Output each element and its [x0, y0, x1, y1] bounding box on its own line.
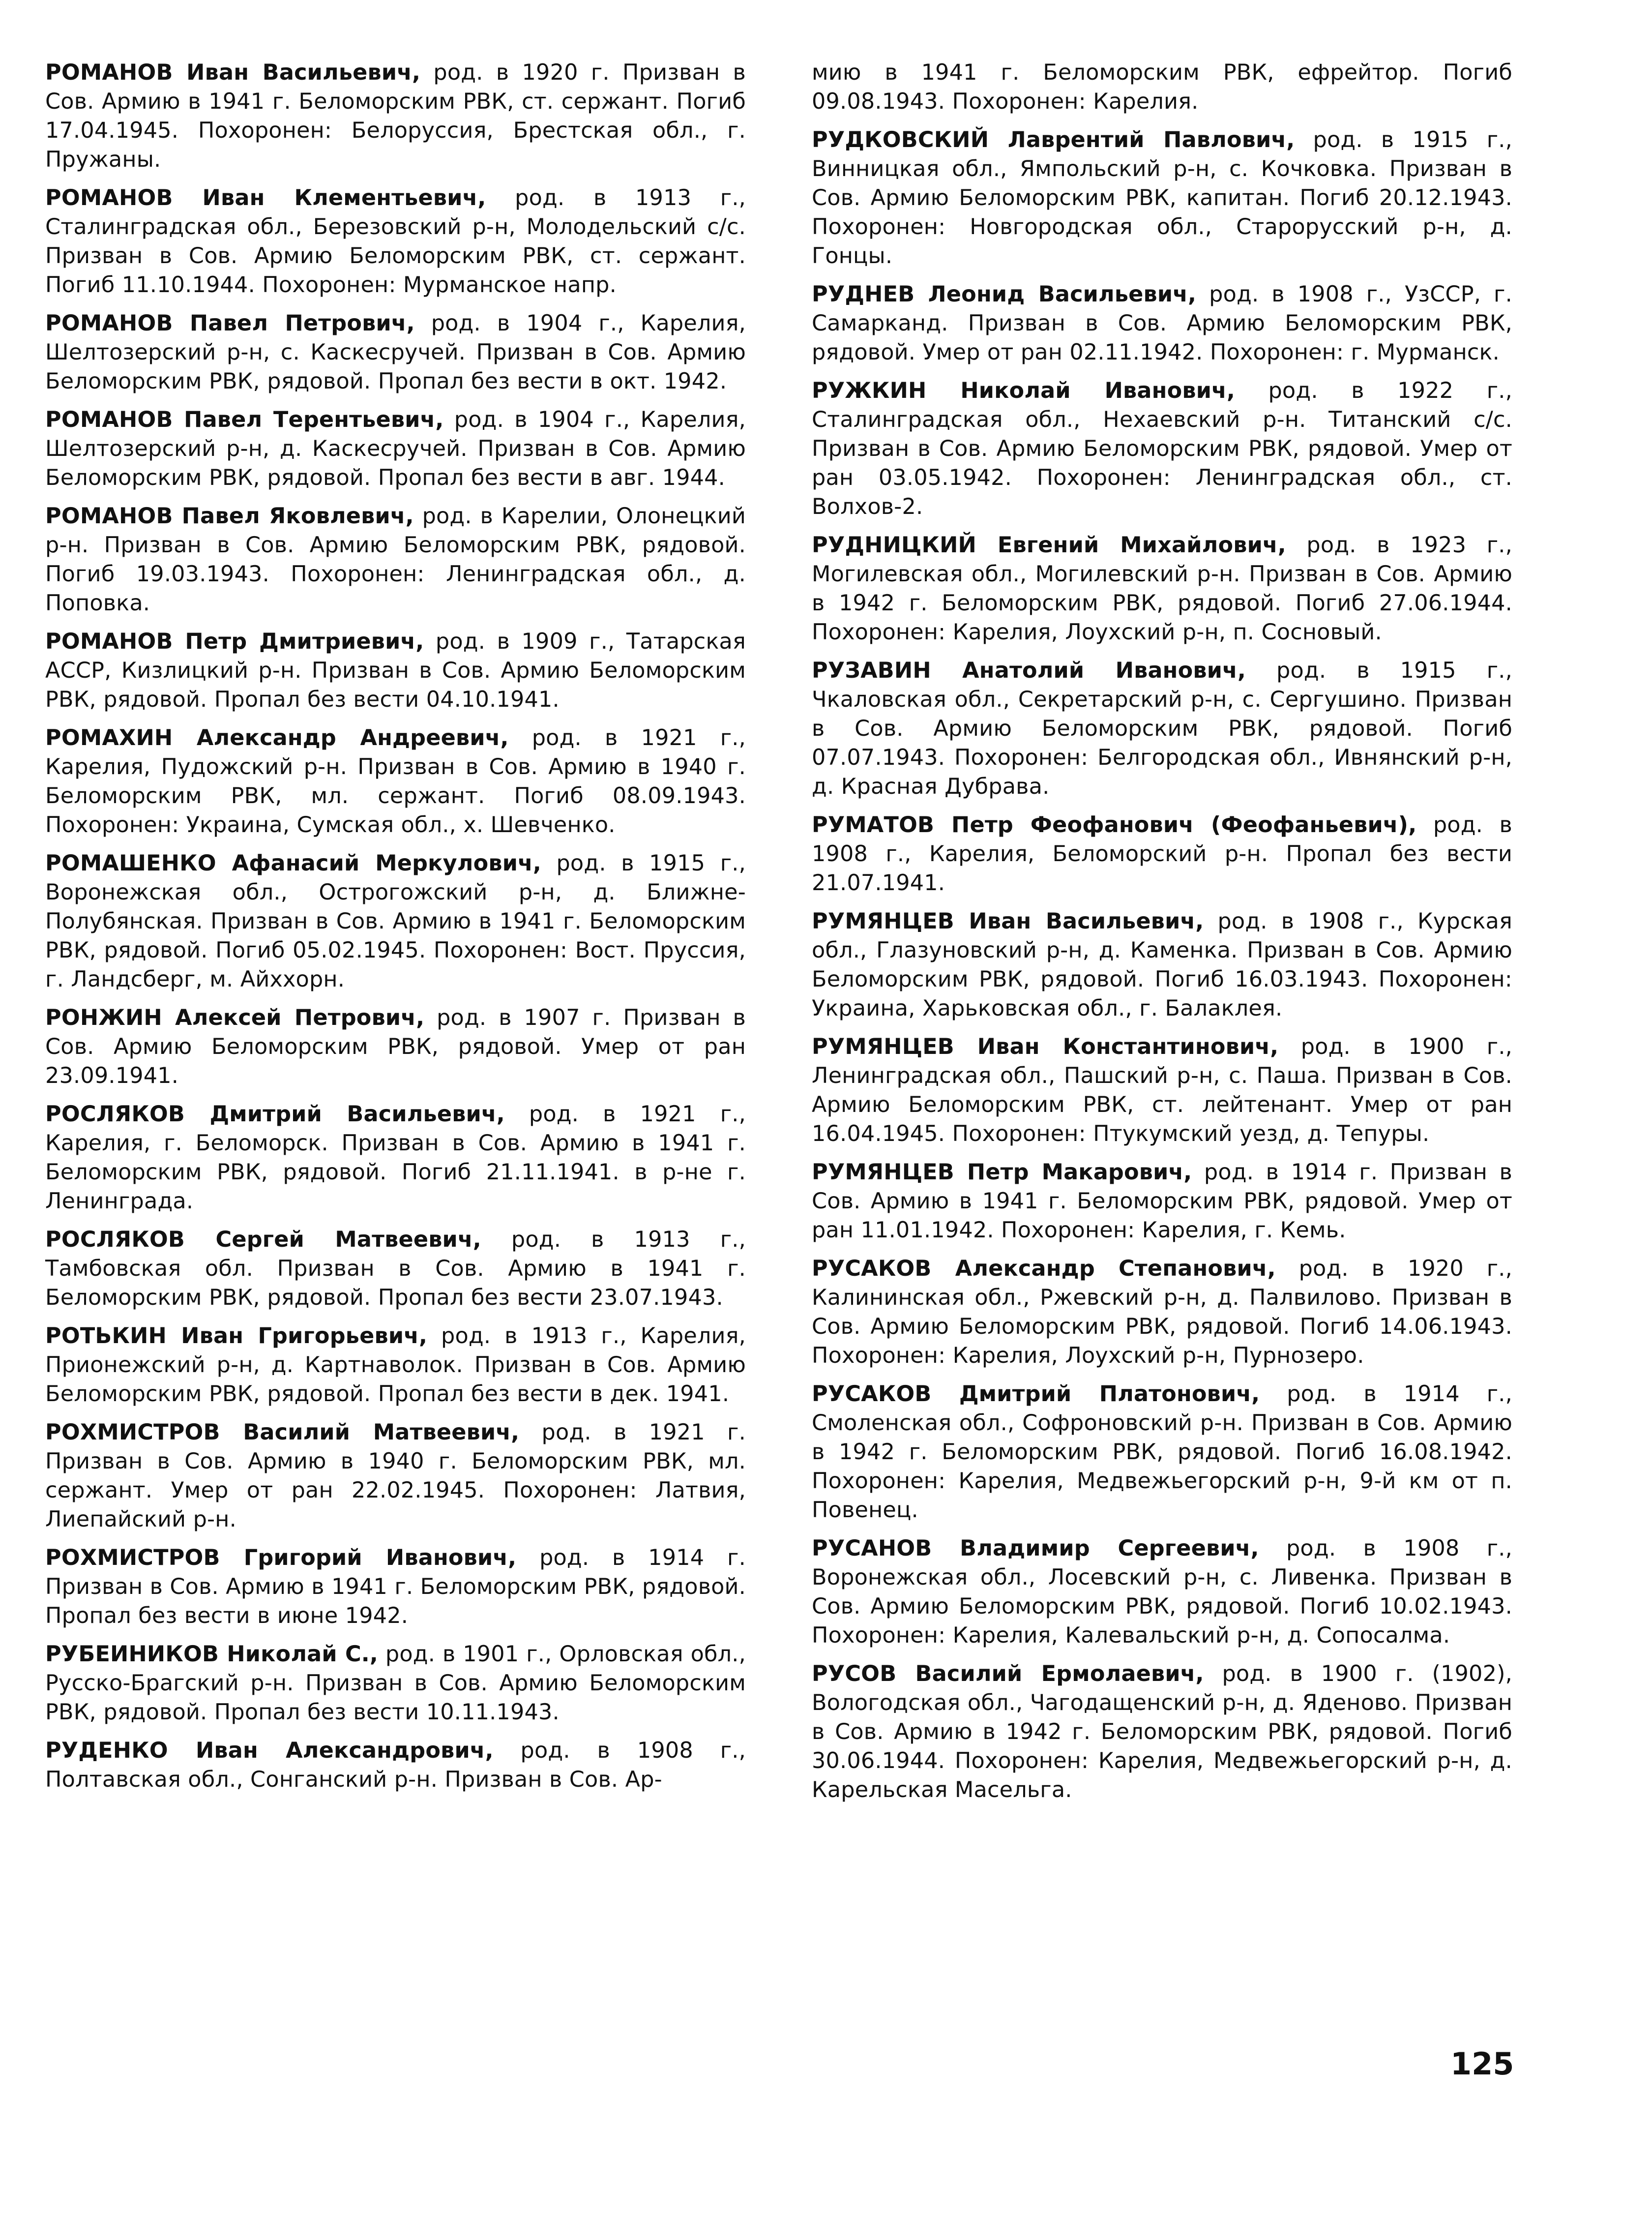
entry [812, 1158, 1512, 1245]
entry-name: РОМАХИН Александр Андреевич, [45, 725, 509, 750]
entry-name: РУДНИЦКИЙ Евгений Михайлович, [812, 533, 1286, 558]
entry [812, 656, 1512, 801]
entry-text: род. в 1900 г. (1902), Вологодская обл., Чагодащенский р-н, д. Яденово. Призван в Сов. Армию в 1942 г. Беломорским РВК, рядовой. Погиб 30.06.1944. Похоронен: Карелия, Медвежьегорский р-н, д. Карельская Масельга. [812, 1661, 1512, 1802]
entry-text: род. в 1915 г., Воронежская обл., Острогожский р-н, д. Ближне-Полубянская. Призван в Сов. Армию в 1941 г. Беломорским РВК, рядовой. Погиб 05.02.1945. Похоронен: Вост. Пруссия, г. Ландсберг, м. Айххорн. [45, 851, 746, 992]
entry-text: род. в 1913 г., Карелия, Прионежский р-н, д. Картнаволок. Призван в Сов. Армию Беломорским РВК, рядовой. Пропал без вести в дек. 1941. [45, 1323, 746, 1407]
entry [45, 1225, 746, 1312]
entry-text: род. в 1908 г., Карелия, Беломорский р-н. Пропал без вести 21.07.1941. [812, 812, 1512, 896]
entry-text: род. в 1908 г., Воронежская обл., Лосевский р-н, с. Ливенка. Призван в Сов. Армию Беломорским РВК, рядовой. Погиб 10.02.1943. Похоронен: Карелия, Калевальский р-н, д. Сопосалма. [812, 1536, 1512, 1648]
entry [45, 405, 746, 492]
entry-text: род. в 1914 г., Смоленская обл., Софроновский р-н. Призван в Сов. Армию в 1942 г. Беломорским РВК, рядовой. Погиб 16.08.1942. Похоронен: Карелия, Медвежьегорский р-н, 9-й км от п. Повенец. [812, 1381, 1512, 1523]
entry-name: РОСЛЯКОВ Дмитрий Васильевич, [45, 1102, 505, 1127]
entry-text: род. в 1921 г., Карелия, Пудожский р-н. Призван в Сов. Армию в 1940 г. Беломорским РВК, мл. сержант. Погиб 08.09.1943. Похоронен: Украина, Сумская обл., х. Шевченко. [45, 725, 746, 838]
entry-name: РОНЖИН Алексей Петрович, [45, 1005, 425, 1030]
entry-name: РУСАКОВ Дмитрий Платонович, [812, 1381, 1260, 1407]
entry [812, 1254, 1512, 1370]
entry-name: РУЗАВИН Анатолий Иванович, [812, 658, 1246, 683]
entry-name: РОТЬКИН Иван Григорьевич, [45, 1323, 428, 1349]
entry [45, 1321, 746, 1409]
entry [45, 309, 746, 396]
entry-text: род. в 1921 г., Карелия, г. Беломорск. Призван в Сов. Армию в 1941 г. Беломорским РВК, рядовой. Погиб 21.11.1941. в р-не г. Ленинграда. [45, 1102, 746, 1214]
entry [812, 280, 1512, 367]
entry [812, 1032, 1512, 1148]
entry [45, 1736, 746, 1794]
entry-text: род. в 1908 г., Курская обл., Глазуновский р-н, д. Каменка. Призван в Сов. Армию Беломорским РВК, рядовой. Погиб 16.03.1943. Похоронен: Украина, Харьковская обл., г. Балаклея. [812, 909, 1512, 1021]
entry-text: род. в 1921 г. Призван в Сов. Армию в 1940 г. Беломорским РВК, мл. сержант. Умер от ран 22.02.1945. Похоронен: Латвия, Лиепайский р-н. [45, 1420, 746, 1532]
entry-name: РОСЛЯКОВ Сергей Матвеевич, [45, 1227, 481, 1252]
entry [45, 183, 746, 300]
right-column [812, 58, 1512, 1814]
entry [45, 1100, 746, 1216]
entry-name: РОМАНОВ Иван Клементьевич, [45, 185, 486, 210]
entry-name: РУДКОВСКИЙ Лаврентий Павлович, [812, 127, 1295, 152]
entry [45, 1003, 746, 1090]
entry-name: РУБЕИНИКОВ Николай С., [45, 1642, 379, 1667]
entry-text: род. в 1923 г., Могилевская обл., Могилевский р-н. Призван в Сов. Армию в 1942 г. Беломорским РВК, рядовой. Погиб 27.06.1944. Похоронен: Карелия, Лоухский р-н, п. Сосновый. [812, 533, 1512, 645]
page-number: 125 [1450, 2046, 1514, 2082]
entry-text: род. в 1904 г., Карелия, Шелтозерский р-н, с. Каскесручей. Призван в Сов. Армию Беломорским РВК, рядовой. Пропал без вести в окт. 1942. [45, 311, 746, 394]
entry [45, 58, 746, 174]
entry [45, 627, 746, 714]
entry-name: РОМАНОВ Петр Дмитриевич, [45, 629, 424, 654]
entry [812, 531, 1512, 647]
entry-name: РУМАТОВ Петр Феофанович (Феофаньевич), [812, 812, 1417, 838]
entry [812, 1379, 1512, 1525]
entry-text: род. в 1920 г. Призван в Сов. Армию в 1941 г. Беломорским РВК, ст. сержант. Погиб 17.04.1945. Похоронен: Белоруссия, Брестская обл., г. Пружаны. [45, 60, 746, 172]
entry [812, 810, 1512, 898]
entry-name: РОМАНОВ Павел Петрович, [45, 311, 415, 336]
entry-text: род. в 1904 г., Карелия, Шелтозерский р-н, д. Каскесручей. Призван в Сов. Армию Беломорским РВК, рядовой. Пропал без вести в авг. 1944. [45, 407, 746, 490]
entry-name: РОМАНОВ Иван Васильевич, [45, 60, 421, 85]
entry-text: род. в Карелии, Олонецкий р-н. Призван в Сов. Армию Беломорским РВК, рядовой. Погиб 19.03.1943. Похоронен: Ленинградская обл., д. Поповка. [45, 504, 746, 616]
entry-name: РОМАНОВ Павел Яковлевич, [45, 504, 414, 529]
entry [45, 1418, 746, 1534]
entry [812, 907, 1512, 1023]
entry-name: РОМАШЕНКО Афанасий Меркулович, [45, 851, 541, 876]
entry-name: РУДНЕВ Леонид Васильевич, [812, 282, 1197, 307]
entry-text: род. в 1908 г., УзССР, г. Самарканд. Призван в Сов. Армию Беломорским РВК, рядовой. Умер от ран 02.11.1942. Похоронен: г. Мурманск. [812, 282, 1512, 365]
left-column [45, 58, 746, 1803]
entry-text: род. в 1907 г. Призван в Сов. Армию Беломорским РВК, рядовой. Умер от ран 23.09.1941. [45, 1005, 746, 1088]
entry [812, 376, 1512, 521]
entry-name: РОМАНОВ Павел Терентьевич, [45, 407, 444, 432]
entry-name: РОХМИСТРОВ Василий Матвеевич, [45, 1420, 520, 1445]
entry-text: род. в 1909 г., Татарская АССР, Кизлицкий р-н. Призван в Сов. Армию Беломорским РВК, рядовой. Пропал без вести 04.10.1941. [45, 629, 746, 712]
entry-text: род. в 1913 г., Сталинградская обл., Березовский р-н, Молодельский с/с. Призван в Сов. Армию Беломорским РВК, ст. сержант. Погиб 11.10.1944. Похоронен: Мурманское напр. [45, 185, 746, 298]
entry-text: род. в 1920 г., Калининская обл., Ржевский р-н, д. Палвилово. Призван в Сов. Армию Беломорским РВК, рядовой. Погиб 14.06.1943. Похоронен: Карелия, Лоухский р-н, Пурнозеро. [812, 1256, 1512, 1368]
entry [812, 1659, 1512, 1804]
entry [45, 849, 746, 994]
entry-text: род. в 1915 г., Чкаловская обл., Секретарский р-н, с. Сергушино. Призван в Сов. Армию Беломорским РВК, рядовой. Погиб 07.07.1943. Похоронен: Белгородская обл., Ивнянский р-н, д. Красная Дубрава. [812, 658, 1512, 799]
entry [45, 723, 746, 840]
entry-name: РУСАКОВ Александр Степанович, [812, 1256, 1276, 1281]
entry-text: род. в 1913 г., Тамбовская обл. Призван в Сов. Армию в 1941 г. Беломорским РВК, рядовой. Пропал без вести 23.07.1943. [45, 1227, 746, 1310]
entry [812, 1534, 1512, 1650]
entry [45, 1543, 746, 1630]
entry-text: род. в 1915 г., Винницкая обл., Ямпольский р-н, с. Кочковка. Призван в Сов. Армию Беломорским РВК, капитан. Погиб 20.12.1943. Похоронен: Новгородская обл., Старорусский р-н, д. Гонцы. [812, 127, 1512, 269]
entry-text: мию в 1941 г. Беломорским РВК, ефрейтор. Погиб 09.08.1943. Похоронен: Карелия. [812, 60, 1512, 114]
entry-name: РУДЕНКО Иван Александрович, [45, 1738, 494, 1763]
entry-name: РУМЯНЦЕВ Петр Макарович, [812, 1160, 1192, 1185]
entry-name: РУЖКИН Николай Иванович, [812, 378, 1235, 403]
entry [812, 125, 1512, 270]
entry-name: РУМЯНЦЕВ Иван Константинович, [812, 1034, 1279, 1059]
entry-text: род. в 1908 г., Полтавская обл., Сонганский р-н. Призван в Сов. Ар- [45, 1738, 746, 1792]
entry-text: род. в 1901 г., Орловская обл., Русско-Брагский р-н. Призван в Сов. Армию Беломорским РВК, рядовой. Пропал без вести 10.11.1943. [45, 1642, 746, 1725]
entry-name: РУМЯНЦЕВ Иван Васильевич, [812, 909, 1204, 934]
entry-name: РОХМИСТРОВ Григорий Иванович, [45, 1545, 517, 1570]
entry-text: род. в 1922 г., Сталинградская обл., Нехаевский р-н. Титанский с/с. Призван в Сов. Армию Беломорским РВК, рядовой. Умер от ран 03.05.1942. Похоронен: Ленинградская обл., ст. Волхов-2. [812, 378, 1512, 519]
entry-name: РУСАНОВ Владимир Сергеевич, [812, 1536, 1259, 1561]
entry [812, 58, 1512, 116]
entry-text: род. в 1914 г. Призван в Сов. Армию в 1941 г. Беломорским РВК, рядовой. Пропал без вести в июне 1942. [45, 1545, 746, 1628]
entry [45, 502, 746, 618]
entry-text: род. в 1900 г., Ленинградская обл., Пашский р-н, с. Паша. Призван в Сов. Армию Беломорским РВК, ст. лейтенант. Умер от ран 16.04.1945. Похоронен: Птукумский уезд, д. Тепуры. [812, 1034, 1513, 1146]
entry-text: род. в 1914 г. Призван в Сов. Армию в 1941 г. Беломорским РВК, рядовой. Умер от ран 11.01.1942. Похоронен: Карелия, г. Кемь. [812, 1160, 1512, 1243]
entry-name: РУСОВ Василий Ермолаевич, [812, 1661, 1204, 1686]
entry [45, 1640, 746, 1727]
